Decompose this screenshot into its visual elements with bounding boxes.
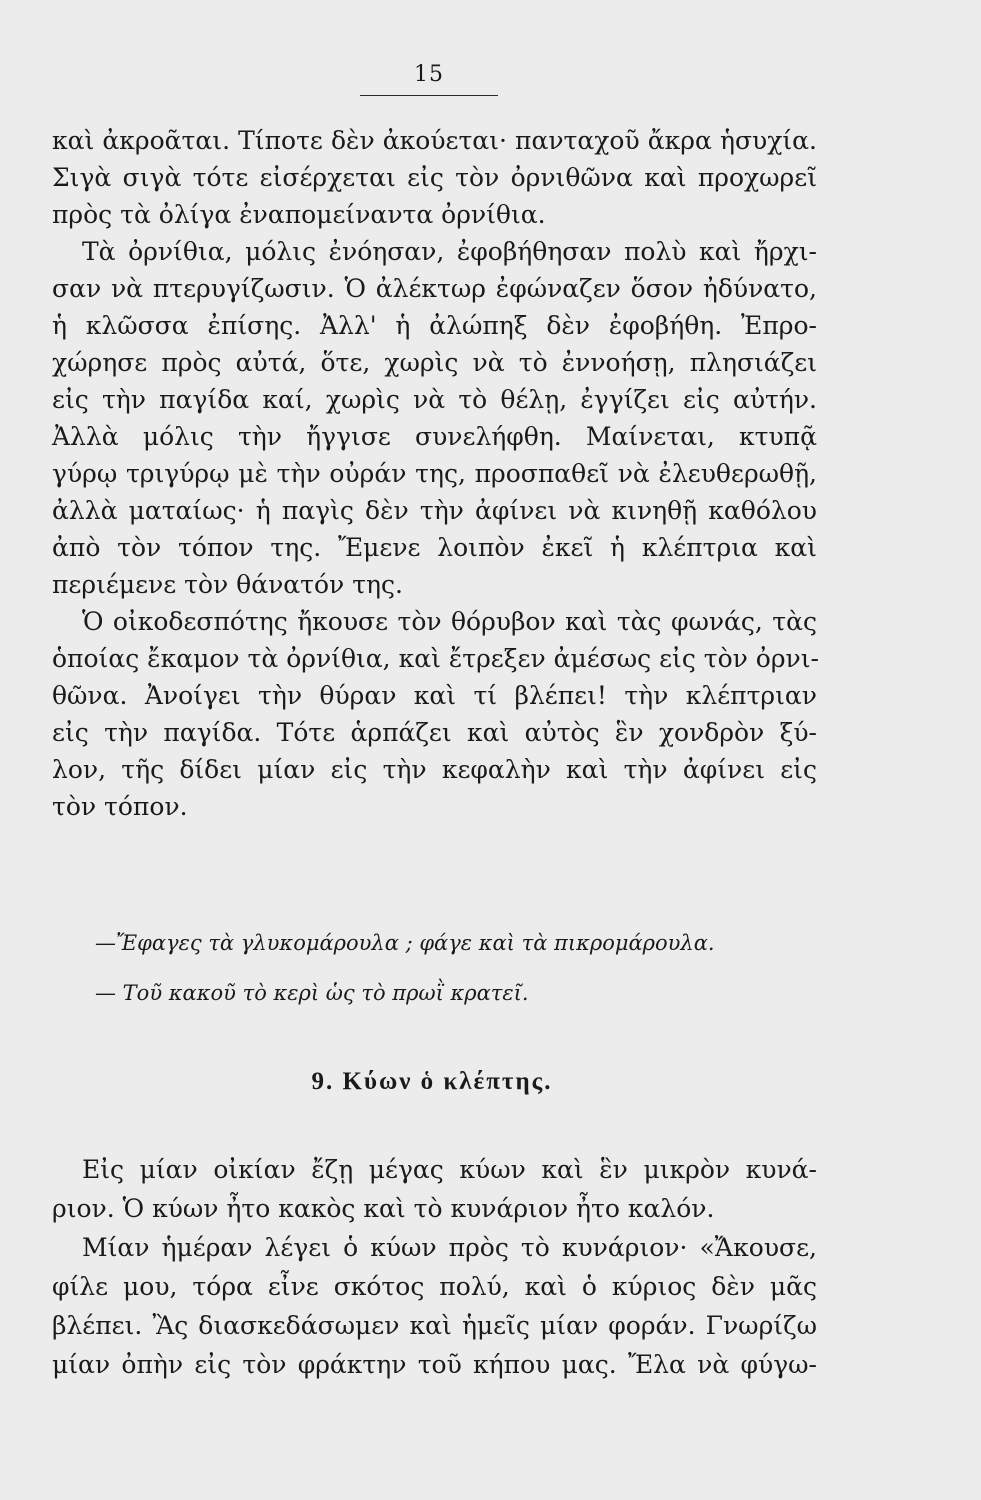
text-line: εἰς τὴν παγίδα. Τότε ἁρπάζει καὶ αὐτὸς ἓν χονδρὸν ξύ- bbox=[52, 718, 817, 747]
text-line: μίαν ὀπὴν εἰς τὸν φράκτην τοῦ κήπου μας. Ἔλα νὰ φύγω- bbox=[52, 1350, 817, 1379]
text-line: ριον. Ὁ κύων ἦτο κακὸς καὶ τὸ κυνάριον ἦτο καλόν. bbox=[52, 1194, 715, 1223]
text-line: εἰς τὴν παγίδα καί, χωρὶς νὰ τὸ θέλῃ, ἐγγίζει εἰς αὐτήν. bbox=[52, 385, 817, 414]
text-line: Τὰ ὀρνίθια, μόλις ἐνόησαν, ἐφοβήθησαν πολὺ καὶ ἤρχι- bbox=[82, 237, 817, 266]
proverb-line: — Τοῦ κακοῦ τὸ κερὶ ὡς τὸ πρωῒ κρατεῖ. bbox=[95, 981, 529, 1005]
text-line: Ὁ οἰκοδεσπότης ἤκουσε τὸν θόρυβον καὶ τὰς φωνάς, τὰς bbox=[82, 607, 817, 636]
text-line: φίλε μου, τόρα εἶνε σκότος πολύ, καὶ ὁ κύριος δὲν μᾶς bbox=[52, 1272, 817, 1301]
text-line: ὁποίας ἔκαμον τὰ ὀρνίθια, καὶ ἔτρεξεν ἀμέσως εἰς τὸν ὀρνι- bbox=[52, 644, 819, 673]
page-number: 15 bbox=[414, 62, 444, 87]
text-line: γύρῳ τριγύρῳ μὲ τὴν οὐράν της, προσπαθεῖ νὰ ἐλευθερωθῇ, bbox=[52, 459, 817, 488]
text-line: περιέμενε τὸν θάνατόν της. bbox=[52, 570, 403, 599]
text-line: τὸν τόπον. bbox=[52, 792, 188, 821]
page-number-rule bbox=[360, 95, 498, 96]
text-line: λον, τῆς δίδει μίαν εἰς τὴν κεφαλὴν καὶ τὴν ἀφίνει εἰς bbox=[52, 755, 817, 784]
text-line: θῶνα. Ἀνοίγει τὴν θύραν καὶ τί βλέπει! τὴν κλέπτριαν bbox=[52, 681, 817, 710]
text-line: ἀλλὰ ματαίως· ἡ παγὶς δὲν τὴν ἀφίνει νὰ κινηθῇ καθόλου bbox=[52, 496, 817, 525]
text-line: σαν νὰ πτερυγίζωσιν. Ὁ ἀλέκτωρ ἐφώναζεν ὅσον ἠδύνατο, bbox=[52, 274, 817, 303]
text-line: ἀπὸ τὸν τόπον της. Ἔμενε λοιπὸν ἐκεῖ ἡ κλέπτρια καὶ bbox=[52, 533, 817, 562]
text-line: καὶ ἀκροᾶται. Τίποτε δὲν ἀκούεται· πανταχοῦ ἄκρα ἡσυχία. bbox=[52, 126, 817, 155]
text-line: ἡ κλῶσσα ἐπίσης. Ἀλλ' ἡ ἀλώπηξ δὲν ἐφοβήθη. Ἐπρο- bbox=[52, 311, 817, 340]
text-line: χώρησε πρὸς αὐτά, ὅτε, χωρὶς νὰ τὸ ἐννοήσῃ, πλησιάζει bbox=[52, 348, 817, 377]
text-line: Μίαν ἡμέραν λέγει ὁ κύων πρὸς τὸ κυνάριον· «Ἄκουσε, bbox=[82, 1233, 817, 1262]
text-line: Εἰς μίαν οἰκίαν ἔζῃ μέγας κύων καὶ ἓν μικρὸν κυνά- bbox=[82, 1155, 817, 1184]
text-line: βλέπει. Ἂς διασκεδάσωμεν καὶ ἡμεῖς μίαν φοράν. Γνωρίζω bbox=[52, 1311, 817, 1340]
text-line: Σιγὰ σιγὰ τότε εἰσέρχεται εἰς τὸν ὀρνιθῶνα καὶ προχωρεῖ bbox=[52, 163, 817, 192]
section-heading: 9. Κύων ὁ κλέπτης. bbox=[311, 1068, 553, 1095]
story-text bbox=[52, 122, 817, 825]
text-line: πρὸς τὰ ὀλίγα ἐναπομείναντα ὀρνίθια. bbox=[52, 200, 546, 229]
text-line: Ἀλλὰ μόλις τὴν ἤγγισε συνελήφθη. Μαίνεται, κτυπᾷ bbox=[52, 422, 817, 451]
proverb-line: —Ἔφαγες τὰ γλυκομάρουλα ; φάγε καὶ τὰ πικρομάρουλα. bbox=[95, 931, 715, 955]
proverbs bbox=[95, 918, 795, 1018]
section-text bbox=[52, 1150, 817, 1384]
